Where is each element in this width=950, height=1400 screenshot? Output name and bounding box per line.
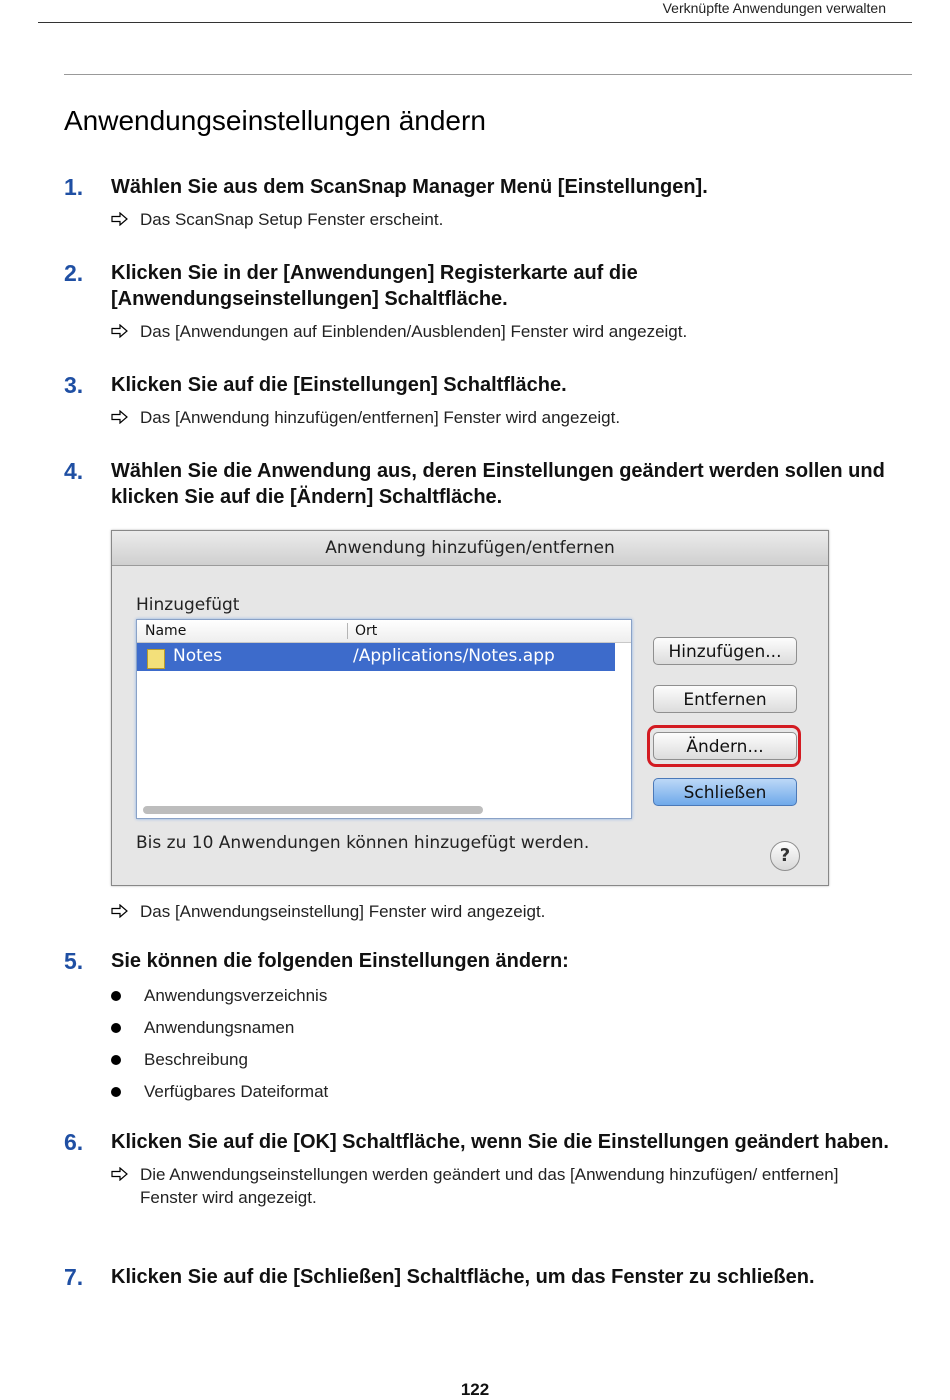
step-result — [111, 900, 924, 923]
result-arrow-icon — [111, 410, 129, 424]
page-number: 122 — [460, 1380, 490, 1399]
dialog-add-remove-application — [111, 530, 829, 886]
list-item — [111, 1044, 924, 1076]
step-result-text: Die Anwendungseinstellungen werden geändert und das [Anwendung hinzufügen/ entfernen] Fenster wird angezeigt. — [140, 1165, 839, 1207]
result-arrow-icon — [111, 212, 129, 226]
remove-button[interactable]: Entfernen — [653, 685, 797, 713]
bullet-text: Anwendungsnamen — [144, 1018, 295, 1037]
settings-list — [111, 980, 924, 1108]
step-instruction: Klicken Sie auf die [Schließen] Schaltfläche, um das Fenster zu schließen. — [111, 1266, 815, 1288]
help-icon[interactable]: ? — [770, 841, 800, 871]
close-button[interactable]: Schließen — [653, 778, 797, 806]
row-app-path: /Applications/Notes.app — [353, 646, 555, 666]
list-row-selected[interactable] — [137, 643, 615, 671]
result-arrow-icon — [111, 324, 129, 338]
added-section-label: Hinzugefügt — [136, 595, 240, 615]
step-5 — [64, 948, 924, 1108]
column-separator — [347, 623, 348, 639]
page-title: Anwendungseinstellungen ändern — [64, 104, 486, 136]
result-arrow-icon — [111, 1167, 129, 1181]
header-rule — [38, 22, 912, 23]
step-result-text: Das [Anwendungseinstellung] Fenster wird angezeigt. — [140, 902, 546, 921]
bullet-text: Verfügbares Dateiformat — [144, 1082, 329, 1101]
step-1 — [64, 174, 924, 231]
bullet-icon — [111, 1023, 121, 1033]
column-header-location[interactable]: Ort — [355, 623, 378, 639]
step-7 — [64, 1264, 924, 1290]
step-2 — [64, 260, 924, 343]
list-header — [137, 620, 631, 643]
horizontal-scrollbar[interactable] — [143, 806, 625, 816]
bullet-icon — [111, 1087, 121, 1097]
column-header-name[interactable]: Name — [145, 623, 187, 639]
step-number: 4. — [64, 458, 84, 484]
step-number: 2. — [64, 260, 84, 286]
step-number: 3. — [64, 372, 84, 398]
application-list[interactable] — [136, 619, 632, 819]
step-number: 1. — [64, 174, 84, 200]
list-item — [111, 980, 924, 1012]
step-result — [111, 406, 924, 429]
step-result — [111, 208, 924, 231]
step-number: 5. — [64, 948, 84, 974]
dialog-footer-note: Bis zu 10 Anwendungen können hinzugefügt werden. — [136, 833, 590, 853]
step-instruction: Klicken Sie in der [Anwendungen] Registerkarte auf die [Anwendungseinstellungen] Schaltfläche. — [111, 262, 638, 310]
step-number: 6. — [64, 1129, 84, 1155]
step-6 — [64, 1129, 924, 1209]
step-4 — [64, 458, 924, 510]
list-item — [111, 1076, 924, 1108]
step-result — [111, 1163, 840, 1209]
step-instruction: Wählen Sie aus dem ScanSnap Manager Menü [Einstellungen]. — [111, 176, 708, 198]
bullet-icon — [111, 991, 121, 1001]
dialog-title: Anwendung hinzufügen/entfernen — [112, 531, 828, 566]
step-instruction: Sie können die folgenden Einstellungen ändern: — [111, 950, 569, 972]
row-app-name: Notes — [173, 646, 223, 666]
step-result-text: Das [Anwendung hinzufügen/entfernen] Fenster wird angezeigt. — [140, 408, 621, 427]
scrollbar-thumb[interactable] — [143, 806, 483, 814]
step-4-result — [64, 892, 924, 923]
bullet-text: Beschreibung — [144, 1050, 248, 1069]
notes-icon — [147, 649, 165, 669]
step-3 — [64, 372, 924, 429]
step-instruction: Wählen Sie die Anwendung aus, deren Einstellungen geändert werden sollen und klicken Sie auf die [Ändern] Schaltfläche. — [111, 460, 885, 508]
running-header: Verknüpfte Anwendungen verwalten — [662, 0, 886, 16]
title-rule — [64, 74, 912, 75]
edit-button[interactable]: Ändern... — [653, 732, 797, 760]
step-instruction: Klicken Sie auf die [OK] Schaltfläche, wenn Sie die Einstellungen geändert haben. — [111, 1131, 889, 1153]
bullet-icon — [111, 1055, 121, 1065]
bullet-text: Anwendungsverzeichnis — [144, 986, 328, 1005]
add-button[interactable]: Hinzufügen... — [653, 637, 797, 665]
list-item — [111, 1012, 924, 1044]
step-number: 7. — [64, 1264, 84, 1290]
step-instruction: Klicken Sie auf die [Einstellungen] Schaltfläche. — [111, 374, 567, 396]
step-result-text: Das [Anwendungen auf Einblenden/Ausblenden] Fenster wird angezeigt. — [140, 322, 688, 341]
step-result-text: Das ScanSnap Setup Fenster erscheint. — [140, 210, 444, 229]
step-result — [111, 320, 924, 343]
result-arrow-icon — [111, 904, 129, 918]
